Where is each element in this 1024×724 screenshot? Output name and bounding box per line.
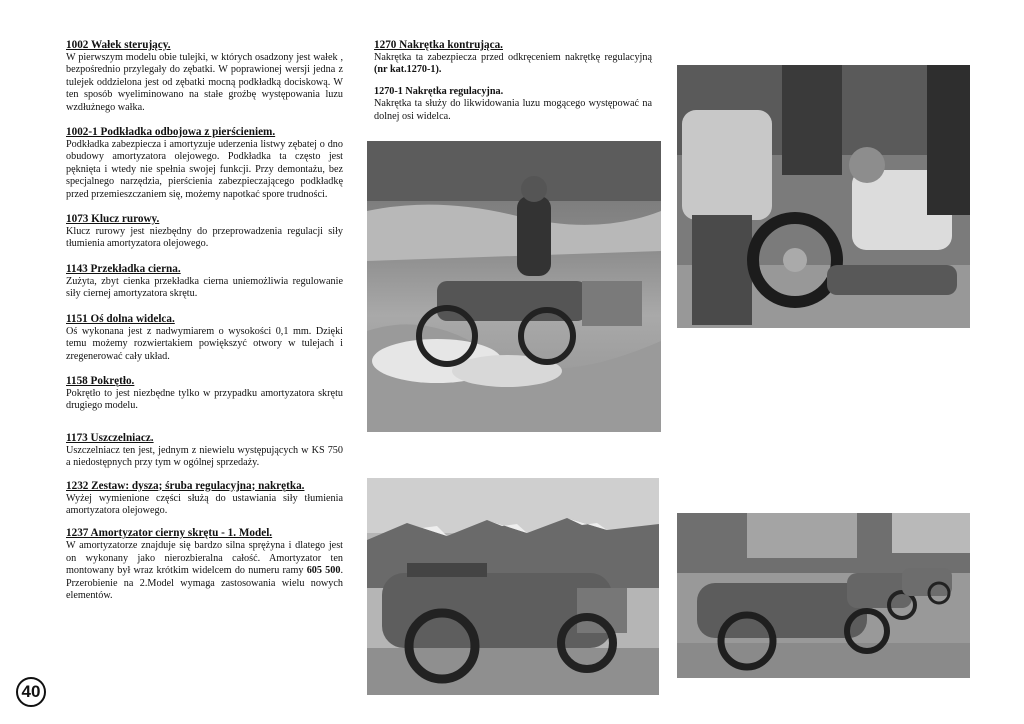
- entry-text: W pierwszym modelu obie tulejki, w których osadzony jest wałek , bezpośrednio przylegały do zębatki. W poprawionej wersji jedna z tulejek oddzielona jest od zębatki mocną podkładką dociskową. W ten sposób wyeliminowano na stałe groźbę występowania luzu wzdłużnego wałka.: [66, 52, 343, 113]
- entry-title: 1073 Klucz rurowy.: [66, 213, 160, 226]
- entry-subtitle: 1270-1 Nakrętka regulacyjna.: [374, 85, 504, 97]
- entry-text: Zużyta, zbyt cienka przekładka cierna uniemożliwia regulowanie siły ciernej amortyzatora skrętu.: [66, 275, 343, 300]
- entry-title: 1173 Uszczelniacz.: [66, 431, 154, 444]
- middle-column: [374, 39, 652, 123]
- entry-title: 1158 Pokrętło.: [66, 374, 135, 387]
- entry-text-part: W amortyzatorze znajduje się bardzo silna sprężyna i dlatego jest on wykonany jako nierozbieralna całość. Amortyzator ten montowany był wraz krótkim widelcem do numeru ramy: [66, 540, 343, 577]
- entry-1143: [66, 263, 343, 301]
- entry-1270-1: [374, 86, 652, 123]
- sidecars-row-image: [677, 513, 970, 678]
- entry-text: Pokrętło to jest niezbędne tylko w przypadku amortyzatora skrętu drugiego modelu.: [66, 387, 343, 412]
- entry-1237: [66, 527, 343, 602]
- entry-1151: [66, 313, 343, 363]
- entry-1173: [66, 432, 343, 470]
- entry-text: Uszczelniacz ten jest, jednym z niewielu występujących w KS 750 a niedostępnych przy tym w ogólnej sprzedaży.: [66, 444, 343, 469]
- entry-title: 1270 Nakrętka kontrująca.: [374, 39, 503, 51]
- left-column: [66, 39, 343, 602]
- entry-text: Nakrętka ta służy do likwidowania luzu mogącego występować na dolnej osi widelca.: [374, 98, 652, 122]
- photo-sidecars-row: [677, 513, 970, 678]
- entry-title: 1237 Amortyzator cierny skrętu - 1. Model.: [66, 527, 273, 540]
- page-number: 40: [16, 677, 46, 707]
- entry-title: 1151 Oś dolna widelca.: [66, 312, 175, 325]
- entry-text-part: . Przerobienie na 2.Model wymaga zastosowania wielu nowych elementów.: [66, 565, 344, 601]
- frame-number: 605 500: [306, 565, 341, 577]
- entry-text-part: Nakrętka ta zabezpiecza przed odkręceniem nakrętkę regulacyjną: [374, 52, 652, 63]
- catalog-number: (nr kat.1270-1).: [374, 64, 442, 76]
- entry-title: 1232 Zestaw: dysza; śruba regulacyjna; nakrętka.: [66, 479, 305, 492]
- wheel-repair-image: [677, 65, 970, 328]
- entry-title: 1002 Wałek sterujący.: [66, 39, 171, 51]
- entry-text: Wyżej wymienione części służą do ustawiania siły tłumienia amortyzatora olejowego.: [66, 492, 343, 516]
- entry-1158: [66, 375, 343, 413]
- entry-1073: [66, 213, 343, 251]
- entry-text: Oś wykonana jest z nadwymiarem o wysokości 0,1 mm. Dzięki temu możemy rozwiertakiem powiększyć otwory w tulejach i zregenerować cały układ.: [66, 325, 343, 362]
- photo-wheel-repair: [677, 65, 970, 328]
- photo-sidecar-mountains: [367, 478, 659, 695]
- entry-title: 1143 Przekładka cierna.: [66, 262, 181, 275]
- photo-motorcycle-river-crossing: [367, 141, 661, 432]
- entry-text: Klucz rurowy jest niezbędny do przeprowadzenia regulacji siły tłumienia amortyzatora olejowego.: [66, 226, 343, 250]
- entry-text: [374, 52, 652, 77]
- entry-1002: [66, 39, 343, 114]
- entry-1002-1: [66, 126, 343, 201]
- river-crossing-image: [367, 141, 661, 432]
- entry-1232: [66, 480, 343, 518]
- entry-1270: [374, 39, 652, 77]
- sidecar-mountains-image: [367, 478, 659, 695]
- entry-text: [66, 540, 343, 602]
- entry-title: 1002-1 Podkładka odbojowa z pierścieniem.: [66, 126, 276, 139]
- entry-text: Podkładka zabezpiecza i amortyzuje uderzenia listwy zębatej o dno obudowy amortyzatora olejowego. Podkładka ta często jest pęknięta i wtedy nie spełnia swojej funkcji. Przy demontażu, bez specjalnego narzędzia, pierścienia zabezpieczającego podkładkę przed przemieszczaniem się, możemy napotkać spore trudności.: [66, 139, 343, 200]
